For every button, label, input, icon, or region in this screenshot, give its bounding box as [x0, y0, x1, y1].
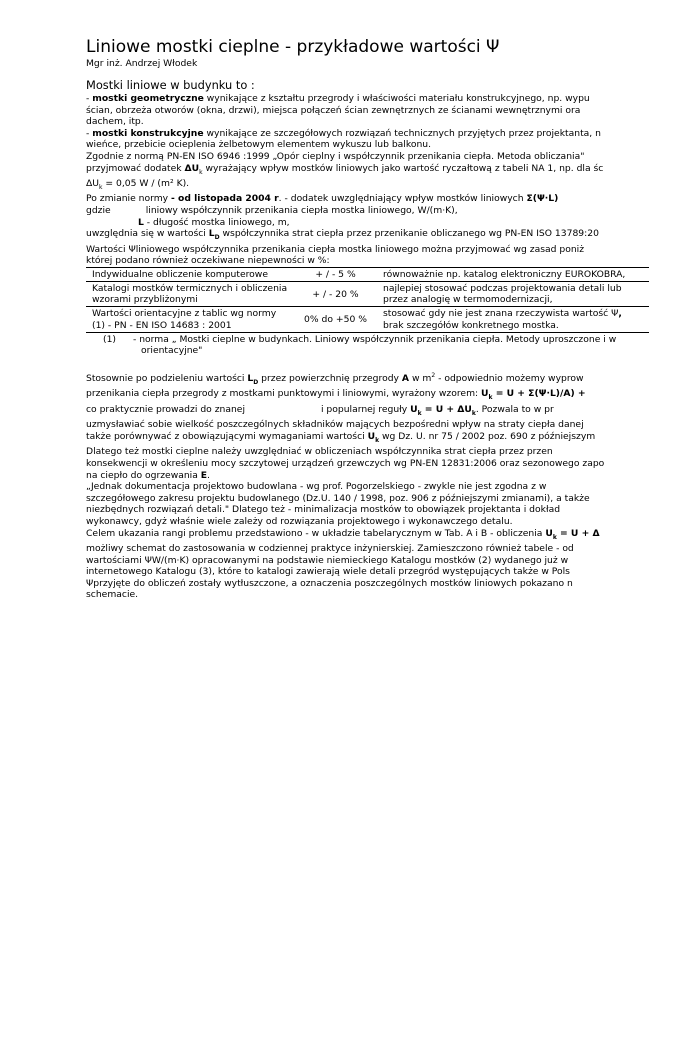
- para2-line-5: także porównywać z obowiązującymi wymaganiami wartości $U_k$ wg Dz. U. nr 75 / 2002 poz. 690 z późniejszym: [86, 430, 596, 444]
- footnote: (1) - norma „ Mostki cieplne w budynkach. Liniowy współczynnik przenikania ciepła. Metody uproszczone i w orientacyjne": [86, 334, 687, 357]
- para2-line-3: co praktycznie prowadzi do znanej i popularnej reguły $U_k = U + \Delta U_k$. Pozwala to w pr: [86, 403, 554, 417]
- kon-term: mostki konstrukcyjne: [92, 127, 204, 139]
- para3-line-3: niezbędnych rozwiązań detali." Dlatego też - minimalizacja mostków to obowiązek projektanta i dokład: [86, 504, 561, 516]
- para4-line-1: Celem ukazania rangi problemu przedstawiono - w układzie tabelarycznym w Tab. A i B - obliczenia $U_k = U + \Delta$: [86, 527, 600, 541]
- para2-line-1: Stosownie po podzieleniu wartości $L_D$ przez powierzchnię przegrody A w $m^2$ - odpowiednio możemy wyprow: [86, 372, 584, 386]
- table-row: Indywidualne obliczenie komputerowe + / - 5 % równoważnie np. katalog elektroniczny EUROKOBRA,: [86, 267, 649, 281]
- author: Mgr inż. Andrzej Włodek: [86, 58, 198, 69]
- para2-line-6: Dlatego też mostki cieplne należy uwzględniać w obliczeniach współczynnika strat ciepła przez przen: [86, 446, 553, 458]
- para4-line-4: internetowego Katalogu (3), które to katalogi zawierają wiele detali przegród występujących także w Pols: [86, 566, 570, 578]
- para4-line-6: schemacie.: [86, 589, 139, 601]
- para2-line-7: konsekwencji w określeniu mocy szczytowej urządzeń grzewczych wg PN-EN 12831:2006 oraz sezonowego zapo: [86, 457, 605, 469]
- page-title: Liniowe mostki cieplne - przykładowe wartości Ψ: [86, 37, 500, 57]
- para4-line-2: możliwy schemat do zastosowania w codziennej praktyce inżynierskiej. Zamieszczono również tabele - od: [86, 542, 574, 554]
- para3-line-2: szczegółowego zakresu projektu budowlanego (Dz.U. 140 / 1998, poz. 906 z późniejszymi zmianami), a także: [86, 492, 590, 504]
- para2-line-8: na ciepło do ogrzewania E.: [86, 469, 210, 481]
- norm-line-3: $\Delta U_k = 0,05$ W / (m² K).: [86, 177, 190, 191]
- para2-line-2: przenikania ciepła przegrody z mostkami punktowymi i liniowymi, wyrażony wzorem: $U_k = U + \Sigma(\Psi\cdot L)/A$) +: [86, 388, 586, 402]
- intro-heading: Mostki liniowe w budynku to :: [86, 78, 255, 92]
- change-line-5: Wartości Ψliniowego współczynnika przenikania ciepła mostka liniowego można przyjmować wg zasad poniż: [86, 243, 585, 255]
- geo-line-3: dachem, itp.: [86, 116, 144, 128]
- norm-line-2: przyjmować dodatek $\Delta U_k$ wyrażający wpływ mostków liniowych jako wartość ryczałtową z tabeli NA 1, np. dla śc: [86, 162, 604, 176]
- table-row: Wartości orientacyjne z tablic wg normy (1) - PN - EN ISO 14683 : 2001 0% do +50 % stosować gdy nie jest znana rzeczywista wartość Ψ, brak szczegółów konkretnego mostka.: [86, 307, 649, 332]
- table-row: Katalogi mostków termicznych i obliczenia wzorami przybliżonymi + / - 20 % najlepiej stosować podczas projektowania detali lub przez analogię w termomodernizacji,: [86, 282, 649, 307]
- geo-term: mostki geometryczne: [92, 93, 204, 104]
- footnote-number: (1): [102, 333, 116, 345]
- change-line-1: Po zmianie normy - od listopada 2004 r. - dodatek uwzględniający wpływ mostków liniowych Σ(Ψ·L): [86, 193, 559, 205]
- change-line-2: gdzie liniowy współczynnik przenikania ciepła mostka liniowego, W/(m·K),: [86, 205, 458, 216]
- uncertainty-table: [86, 267, 649, 333]
- para4-line-3: wartościami ΨW/(m·K) opracowanymi na podstawie niemieckiego Katalogu mostków (2) wydanego już w: [86, 554, 569, 566]
- para2-line-4: uzmysławiać sobie wielkość poszczególnych składników mających bezpośredni wpływ na straty ciepła danej: [86, 419, 584, 431]
- change-line-3: L - długość mostka liniowego, m,: [138, 216, 290, 228]
- formula-sum: Σ(Ψ·L): [526, 193, 559, 205]
- change-line-4: uwzględnia się w wartości $L_D$ współczynnika strat ciepła przez przenikanie obliczanego wg PN-EN ISO 13789:20: [86, 228, 599, 242]
- change-line-6: której podano również oczekiwane niepewności w %:: [86, 255, 330, 267]
- kon-line-1: - mostki konstrukcyjne wynikające ze szczegółowych rozwiązań technicznych przyjętych przez projektanta, n: [86, 127, 601, 139]
- document-page: [86, 36, 687, 601]
- geo-line-2: ścian, obrzeża otworów (okna, drzwi), miejsca połączeń ścian zewnętrznych ze ścianami wewnętrznymi ora: [86, 104, 581, 116]
- norm-line-1: Zgodnie z normą PN-EN ISO 6946 :1999 „Opór cieplny i współczynnik przenikania ciepła. Metoda obliczania": [86, 150, 585, 162]
- para3-line-1: „Jednak dokumentacja projektowo budowlana - wg prof. Pogorzelskiego - zwykle nie jest zgodna z w: [86, 481, 547, 493]
- para3-line-4: wykonawcy, gdyż właśnie wiele zależy od rozwiązania projektowego i wykonawczego detalu.: [86, 515, 513, 527]
- para4-line-5: Ψprzyjęte do obliczeń zostały wytłuszczone, a oznaczenia poszczególnych mostków liniowych pokazano n: [86, 577, 573, 589]
- geo-line-1: - mostki geometryczne wynikające z kształtu przegrody i właściwości materiału konstrukcyjnego, np. wypu: [86, 93, 590, 104]
- kon-line-2: wieńce, przebicie ocieplenia żelbetowym elementem wykuszu lub balkonu.: [86, 139, 432, 151]
